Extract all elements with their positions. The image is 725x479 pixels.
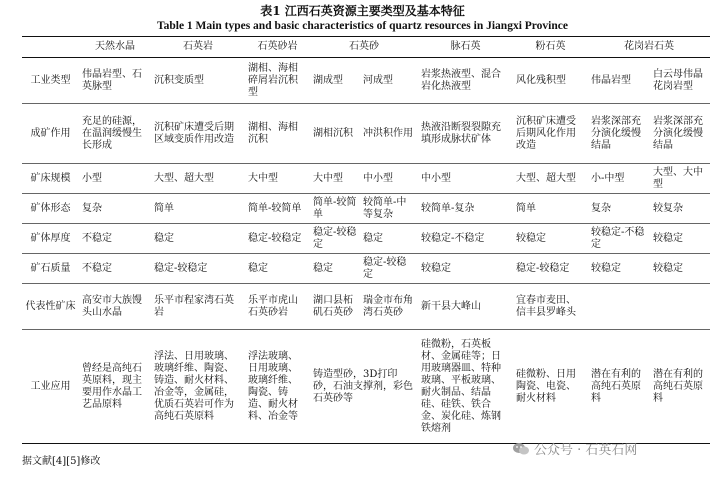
table-cell: 大中型	[310, 164, 360, 194]
table-cell: 热液沿断裂裂隙充填形成脉状矿体	[418, 104, 513, 164]
table-cell: 稳定	[245, 254, 310, 284]
table-cell: 浮法玻璃、日用玻璃、玻璃纤维、陶瓷、铸造、耐火材料、冶金等	[245, 330, 310, 444]
table-cell: 较简单-中等复杂	[360, 194, 418, 224]
table-cell: 乐平市虎山石英砂岩	[245, 284, 310, 330]
watermark	[512, 439, 637, 458]
table-cell: 乐平市程家湾石英岩	[151, 284, 245, 330]
table-cell: 大中型	[245, 164, 310, 194]
table-cell: 沉积矿床遭受后期风化作用改造	[513, 104, 588, 164]
header-quartz-sand: 石英砂	[310, 37, 418, 58]
row-label: 成矿作用	[22, 104, 79, 164]
table-cell: 白云母伟晶花岗岩型	[650, 58, 710, 104]
table-row	[22, 194, 710, 224]
table-title-cn: 表1 江西石英资源主要类型及基本特征	[260, 4, 465, 18]
table-cell: 稳定	[151, 224, 245, 254]
table-cell: 稳定	[310, 254, 360, 284]
table-cell: 较稳定	[588, 254, 650, 284]
header-vein-quartz: 脉石英	[418, 37, 513, 58]
table-title-en: Table 1 Main types and basic characteristics of quartz resources in Jiangxi Province	[156, 20, 568, 32]
table-cell: 较稳定-不稳定	[588, 224, 650, 254]
table-cell: 宜春市麦田、信丰县罗峰头	[513, 284, 588, 330]
header-powder-quartz: 粉石英	[513, 37, 588, 58]
header-quartz-sandstone: 石英砂岩	[245, 37, 310, 58]
table-cell: 较稳定	[650, 224, 710, 254]
table-cell: 较稳定	[513, 224, 588, 254]
table-cell: 湖成型	[310, 58, 360, 104]
table-cell: 中小型	[360, 164, 418, 194]
table-cell: 复杂	[79, 194, 151, 224]
table-cell: 简单	[513, 194, 588, 224]
table-cell: 铸造型砂，3D打印砂，石油支撑剂，彩色石英砂等	[310, 330, 418, 444]
table-cell: 较稳定-不稳定	[418, 224, 513, 254]
table-cell: 沉积变质型	[151, 58, 245, 104]
table-cell: 伟晶岩型、石英脉型	[79, 58, 151, 104]
table-header-row	[22, 37, 710, 58]
table-cell: 稳定	[360, 224, 418, 254]
row-label: 矿体形态	[22, 194, 79, 224]
table-cell: 湖相、海相碎屑岩沉积型	[245, 58, 310, 104]
header-natural-crystal: 天然水晶	[79, 37, 151, 58]
table-cell: 硅微粉，石英板材、金属硅等；日用玻璃器皿、特种玻璃、平板玻璃、耐火制品、结晶硅、硅铁、铁合金、炭化硅、炼钢铁熔剂	[418, 330, 513, 444]
table-cell: 河成型	[360, 58, 418, 104]
table-cell: 湖相沉积	[310, 104, 360, 164]
table-cell: 小型	[79, 164, 151, 194]
table-cell: 较复杂	[650, 194, 710, 224]
table-cell: 岩浆深部充分演化缓慢结晶	[650, 104, 710, 164]
table-cell: 瑞金市布角湾石英砂	[360, 284, 418, 330]
table-cell: 曾经是高纯石英原料，现主要用作水晶工艺品原料	[79, 330, 151, 444]
table-cell: 大型、大中型	[650, 164, 710, 194]
table-cell: 沉积矿床遭受后期区域变质作用改造	[151, 104, 245, 164]
table-row	[22, 58, 710, 104]
table-cell: 稳定-较稳定	[151, 254, 245, 284]
table-cell: 较稳定	[418, 254, 513, 284]
table-cell: 冲洪积作用	[360, 104, 418, 164]
table-cell: 浮法、日用玻璃、玻璃纤维、陶瓷、铸造、耐火材料、冶金等，金属硅，优质石英岩可作为高纯石英原料	[151, 330, 245, 444]
table-cell: 稳定-较稳定	[513, 254, 588, 284]
table-cell: 硅微粉、日用陶瓷、电瓷、耐火材料	[513, 330, 588, 444]
table-cell	[588, 284, 650, 330]
table-cell: 简单-较简单	[245, 194, 310, 224]
table-cell: 岩浆热液型、混合岩化热液型	[418, 58, 513, 104]
table-row	[22, 164, 710, 194]
table-cell: 不稳定	[79, 254, 151, 284]
table-cell: 伟晶岩型	[588, 58, 650, 104]
table-cell: 复杂	[588, 194, 650, 224]
row-label: 代表性矿床	[22, 284, 79, 330]
table-cell: 稳定-较稳定	[245, 224, 310, 254]
table-cell: 不稳定	[79, 224, 151, 254]
table-cell: 简单-较简单	[310, 194, 360, 224]
table-cell: 潜在有利的高纯石英原料	[588, 330, 650, 444]
row-label: 工业应用	[22, 330, 79, 444]
row-label: 矿石质量	[22, 254, 79, 284]
table-cell: 风化残积型	[513, 58, 588, 104]
table-cell: 充足的硅源，在温润缓慢生长形成	[79, 104, 151, 164]
table-cell: 较简单-复杂	[418, 194, 513, 224]
table-cell: 大型、超大型	[513, 164, 588, 194]
table-row	[22, 254, 710, 284]
table-cell: 较稳定	[650, 254, 710, 284]
table-cell: 小-中型	[588, 164, 650, 194]
table-cell: 简单	[151, 194, 245, 224]
wechat-icon	[512, 442, 530, 456]
table-cell: 湖口县柘矶石英砂	[310, 284, 360, 330]
table-cell: 中小型	[418, 164, 513, 194]
row-label: 工业类型	[22, 58, 79, 104]
row-label: 矿床规模	[22, 164, 79, 194]
table-row	[22, 224, 710, 254]
table-cell: 大型、超大型	[151, 164, 245, 194]
header-blank	[22, 37, 79, 58]
table-footnote: 据文献[4][5]修改	[22, 456, 101, 467]
table-row	[22, 330, 710, 444]
header-granite-quartz: 花岗岩石英	[588, 37, 710, 58]
table-cell: 岩浆深部充分演化缓慢结晶	[588, 104, 650, 164]
table-row	[22, 284, 710, 330]
table-cell: 高安市大族馒头山水晶	[79, 284, 151, 330]
watermark-text: 公众号 · 石英石网	[534, 443, 638, 458]
table-cell: 潜在有利的高纯石英原料	[650, 330, 710, 444]
table-cell: 湖相、海相沉积	[245, 104, 310, 164]
row-label: 矿体厚度	[22, 224, 79, 254]
table-cell: 稳定-较稳定	[310, 224, 360, 254]
header-quartzite: 石英岩	[151, 37, 245, 58]
quartz-resource-table	[22, 36, 710, 444]
table-cell: 稳定-较稳定	[360, 254, 418, 284]
table-row	[22, 104, 710, 164]
table-cell	[650, 284, 710, 330]
table-cell: 新干县大峰山	[418, 284, 513, 330]
